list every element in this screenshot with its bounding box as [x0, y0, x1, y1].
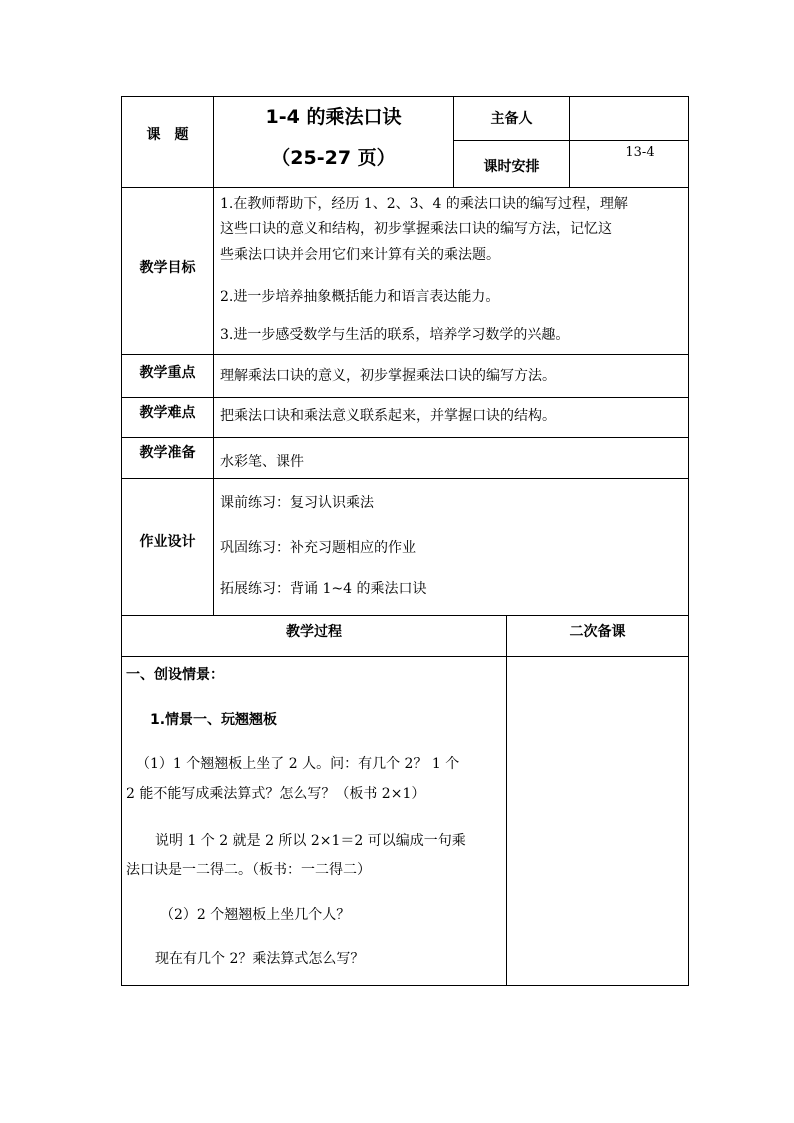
preparer-label: 主备人	[490, 111, 533, 127]
difficulties-text: 把乘法口诀和乘法意义联系起来，并掌握口诀的结构。	[220, 408, 556, 424]
key-points-label: 教学重点	[139, 365, 196, 381]
table-border-top	[121, 96, 689, 97]
preparation-text: 水彩笔、课件	[220, 454, 304, 470]
table-border	[569, 96, 570, 188]
process-paragraph: （1）1 个翘翘板上坐了 2 人。问：有几个 2？ 1 个	[136, 756, 460, 772]
second-prep-header: 二次备课	[569, 624, 626, 640]
objectives-line: 3.进一步感受数学与生活的联系，培养学习数学的兴趣。	[220, 327, 570, 343]
lesson-title: 1-4 的乘法口诀	[265, 106, 402, 128]
process-paragraph: 说明 1 个 2 就是 2 所以 2×1＝2 可以编成一句乘	[155, 833, 466, 849]
section-title: 一、创设情景：	[126, 667, 224, 683]
schedule-value: 13-4	[625, 145, 655, 160]
table-border	[121, 656, 689, 657]
table-border	[121, 397, 689, 398]
subsection-title: 1.情景一、玩翘翘板	[150, 712, 278, 728]
objectives-line: 2.进一步培养抽象概括能力和语言表达能力。	[220, 289, 500, 305]
table-border-bottom	[121, 985, 689, 986]
objectives-label: 教学目标	[139, 260, 196, 276]
objectives-line: 1.在教师帮助下，经历 1、2、3、4 的乘法口诀的编写过程，理解	[220, 196, 628, 212]
table-border	[121, 478, 689, 479]
table-border	[453, 140, 689, 141]
table-border	[506, 615, 507, 986]
objectives-line: 些乘法口诀并会用它们来计算有关的乘法题。	[220, 247, 500, 263]
key-points-text: 理解乘法口诀的意义，初步掌握乘法口诀的编写方法。	[220, 368, 556, 384]
table-border	[121, 437, 689, 438]
homework-line: 拓展练习：背诵 1~4 的乘法口诀	[220, 581, 427, 597]
table-border	[121, 354, 689, 355]
process-paragraph: 2 能不能写成乘法算式？怎么写？（板书 2×1）	[126, 786, 426, 802]
table-border	[121, 187, 689, 188]
process-header: 教学过程	[286, 624, 342, 640]
schedule-label: 课时安排	[483, 159, 540, 175]
process-paragraph: 法口诀是一二得二。（板书：一二得二）	[126, 862, 371, 878]
homework-label: 作业设计	[139, 534, 196, 550]
table-border	[121, 615, 689, 616]
preparation-label: 教学准备	[139, 445, 196, 461]
table-border	[213, 96, 214, 616]
difficulties-label: 教学难点	[139, 405, 196, 421]
process-paragraph: 现在有几个 2？乘法算式怎么写？	[155, 951, 365, 967]
objectives-line: 这些口诀的意义和结构，初步掌握乘法口诀的编写方法，记忆这	[220, 221, 612, 237]
homework-line: 课前练习：复习认识乘法	[220, 495, 374, 511]
topic-label: 课 题	[146, 127, 189, 143]
lesson-pages: （25-27 页）	[271, 147, 396, 169]
table-border-right	[688, 96, 689, 986]
process-paragraph: （2）2 个翘翘板上坐几个人？	[160, 907, 351, 923]
homework-line: 巩固练习：补充习题相应的作业	[220, 540, 416, 556]
